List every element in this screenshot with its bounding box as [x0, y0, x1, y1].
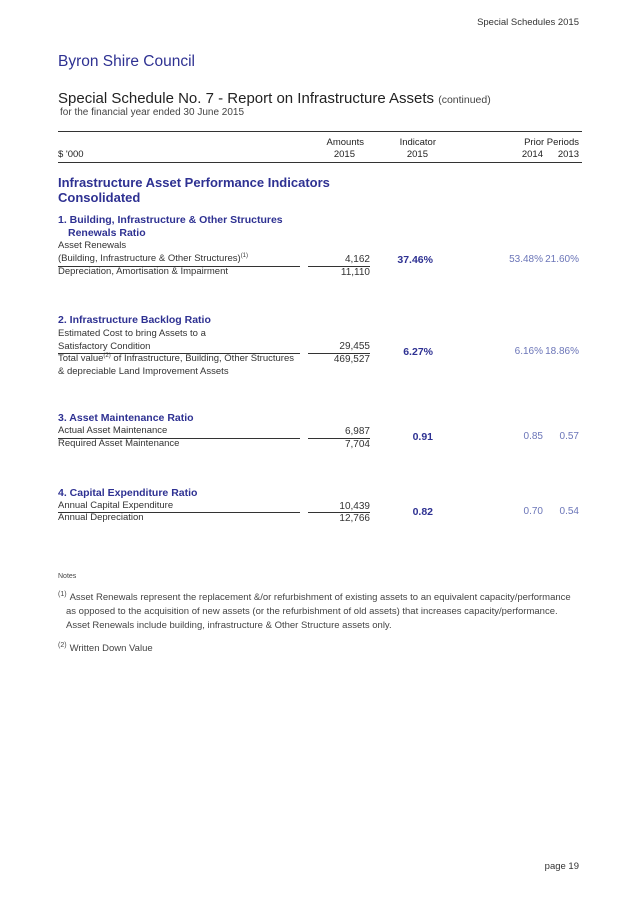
running-header: Special Schedules 2015	[477, 17, 579, 28]
header-bottom-rule	[58, 162, 582, 163]
item1-numerator-label-1: Asset Renewals	[58, 240, 127, 251]
note-1	[58, 588, 578, 633]
col-indicator-year: 2015	[406, 149, 428, 160]
item1-numerator: 4,162	[344, 254, 370, 265]
note-1-line2: as opposed to the acquisition of new assets (or the refurbishment of old assets) that increases capacity/performance.	[66, 606, 558, 617]
title-text: Special Schedule No. 7 - Report on Infrastructure Assets	[58, 90, 435, 107]
col-indicator: Indicator	[399, 137, 436, 148]
page-number: page 19	[544, 861, 579, 872]
item3-title: 3. Asset Maintenance Ratio	[58, 412, 194, 424]
item1-denominator-label: Depreciation, Amortisation & Impairment	[58, 266, 229, 277]
item3-denominator: 7,704	[344, 439, 370, 450]
note-1-text1: Asset Renewals represent the replacement &/or refurbishment of existing assets to an equivalent capacity/performance	[69, 592, 571, 603]
note-1-mark: (1)	[58, 591, 67, 598]
item2-numerator-label-1: Estimated Cost to bring Assets to a	[58, 328, 206, 339]
note-2	[58, 639, 578, 656]
item3-prior-2013: 0.57	[559, 431, 579, 442]
item2-prior-2013: 18.86%	[545, 346, 579, 357]
page-title	[58, 90, 491, 107]
item4-prior-2013: 0.54	[559, 506, 579, 517]
item4-indicator: 0.82	[412, 506, 433, 518]
item2-footnote-mark: (2)	[103, 353, 111, 359]
item2-numerator-label-2: Satisfactory Condition	[58, 341, 151, 352]
col-prior-periods: Prior Periods	[524, 137, 579, 148]
col-prior-2013: 2013	[557, 149, 579, 160]
item4-denominator-label: Annual Depreciation	[58, 512, 144, 523]
item1-footnote-mark: (1)	[240, 253, 249, 259]
notes-heading: Notes	[58, 573, 77, 580]
item1-indicator: 37.46%	[397, 254, 433, 266]
item4-numerator: 10,439	[339, 501, 370, 512]
item1-prior-2013: 21.60%	[545, 254, 579, 265]
item2-denominator-label-1	[58, 353, 294, 364]
item2-denominator-label-2: & depreciable Land Improvement Assets	[58, 366, 229, 377]
item1-title: 1. Building, Infrastructure & Other Structures	[58, 214, 283, 226]
item2-numerator: 29,455	[339, 341, 370, 352]
item1-denominator: 11,110	[340, 267, 370, 278]
item3-indicator: 0.91	[412, 431, 433, 443]
table-top-rule	[58, 131, 582, 132]
note-1-line3: Asset Renewals include building, infrastructure & Other Structure assets only.	[66, 620, 392, 631]
note-2-text: Written Down Value	[69, 643, 153, 654]
council-name: Byron Shire Council	[58, 53, 195, 70]
note-1-line1	[58, 588, 578, 605]
col-prior-2014: 2014	[521, 149, 543, 160]
item1-prior-2014: 53.48%	[509, 254, 543, 265]
item3-numerator: 6,987	[344, 426, 370, 437]
item3-numerator-label: Actual Asset Maintenance	[58, 425, 168, 436]
item4-prior-2014: 0.70	[523, 506, 543, 517]
col-currency: $ '000	[58, 149, 84, 160]
page-subtitle: for the financial year ended 30 June 2015	[60, 107, 245, 118]
note-2-mark: (2)	[58, 642, 67, 649]
item2-prior-2014: 6.16%	[514, 346, 543, 357]
section-title	[58, 175, 330, 205]
item2-den-label-b: of Infrastructure, Building, Other Structures	[110, 353, 294, 364]
item1-title-line2: Renewals Ratio	[68, 227, 146, 239]
item3-prior-2014: 0.85	[523, 431, 543, 442]
item4-title: 4. Capital Expenditure Ratio	[58, 487, 198, 499]
item4-denominator: 12,766	[339, 513, 370, 524]
item4-numerator-label: Annual Capital Expenditure	[58, 500, 174, 511]
item3-denominator-label: Required Asset Maintenance	[58, 438, 180, 449]
item2-title: 2. Infrastructure Backlog Ratio	[58, 314, 211, 326]
item2-denominator: 469,527	[333, 354, 370, 365]
item2-den-label-a: Total value	[58, 353, 104, 364]
title-suffix: (continued)	[438, 94, 491, 106]
col-amounts-year: 2015	[333, 149, 355, 160]
item1-numerator-label-2	[58, 253, 248, 264]
item1-numerator-label-2-text: (Building, Infrastructure & Other Structures)	[58, 253, 241, 264]
item2-indicator: 6.27%	[403, 346, 433, 358]
col-amounts: Amounts	[326, 137, 364, 148]
section-title-line2: Consolidated	[58, 190, 141, 205]
section-title-line1: Infrastructure Asset Performance Indicators	[58, 175, 330, 190]
